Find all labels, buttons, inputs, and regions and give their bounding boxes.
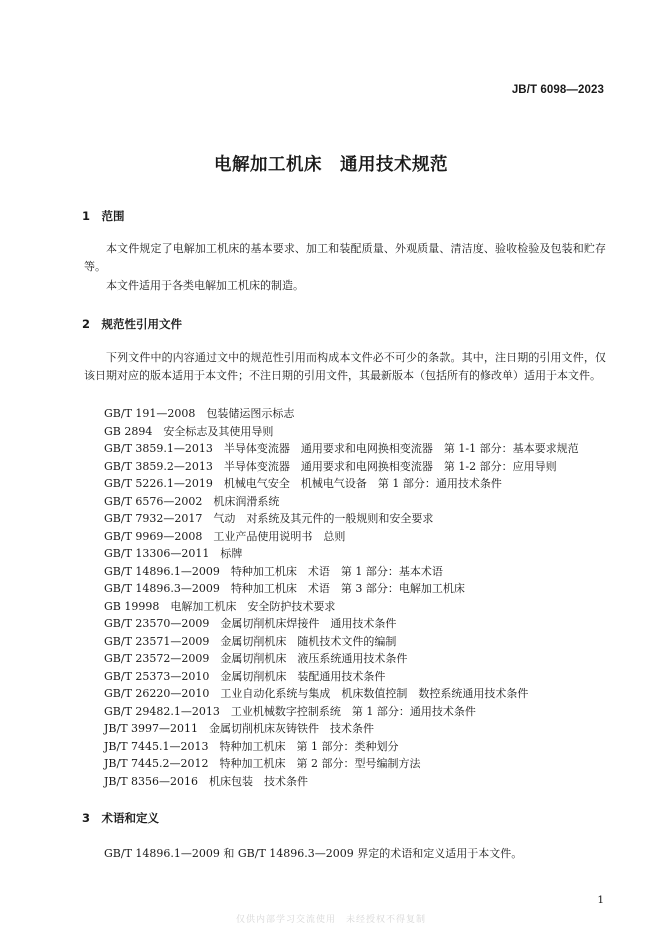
reference-item: JB/T 3997—2011 金属切削机床灰铸铁件 技术条件 <box>104 722 375 735</box>
reference-item: JB/T 7445.2—2012 特种加工机床 第 2 部分：型号编制方法 <box>104 757 421 770</box>
reference-item: GB/T 29482.1—2013 工业机械数字控制系统 第 1 部分：通用技术条件 <box>104 704 476 718</box>
reference-item: GB/T 26220—2010 工业自动化系统与集成 机床数值控制 数控系统通用技术条件 <box>104 687 529 700</box>
terms-paragraph: GB/T 14896.1—2009 和 GB/T 14896.3—2009 界定的术语和定义适用于本文件。 <box>104 847 523 860</box>
reference-list <box>104 405 579 790</box>
section-heading-terms: 3 术语和定义 <box>82 811 160 825</box>
reference-item: GB/T 23570—2009 金属切削机床焊接件 通用技术条件 <box>104 617 397 630</box>
scope-paragraph-1: 本文件规定了电解加工机床的基本要求、加工和装配质量、外观质量、清洁度、验收检验及包装和贮存等。 <box>84 242 606 273</box>
references-intro: 下列文件中的内容通过文中的规范性引用而构成本文件必不可少的条款。其中，注日期的引用文件，仅该日期对应的版本适用于本文件；不注日期的引用文件，其最新版本（包括所有的修改单）适用于本文件。 <box>84 351 606 382</box>
reference-item: GB/T 6576—2002 机床润滑系统 <box>104 494 280 508</box>
scope-paragraph-2: 本文件适用于各类电解加工机床的制造。 <box>106 279 304 292</box>
reference-item: GB/T 191—2008 包装储运图示标志 <box>104 407 295 420</box>
reference-item: GB/T 13306—2011 标牌 <box>104 547 243 560</box>
reference-item: GB 2894 安全标志及其使用导则 <box>104 424 274 438</box>
section-heading-normative-references: 2 规范性引用文件 <box>82 317 183 331</box>
reference-item: GB/T 3859.2—2013 半导体变流器 通用要求和电网换相变流器 第 1-2 部分：应用导则 <box>104 459 557 473</box>
section-heading-scope: 1 范围 <box>82 209 125 223</box>
reference-item: GB/T 23572—2009 金属切削机床 液压系统通用技术条件 <box>104 652 408 665</box>
reference-item: GB 19998 电解加工机床 安全防护技术要求 <box>104 599 336 613</box>
page-number: 1 <box>597 894 604 906</box>
reference-item: GB/T 7932—2017 气动 对系统及其元件的一般规则和安全要求 <box>104 512 434 525</box>
watermark-text: 仅供内部学习交流使用 未经授权不得复制 <box>235 915 426 925</box>
document-code: JB/T 6098—2023 <box>511 84 604 96</box>
reference-item: GB/T 5226.1—2019 机械电气安全 机械电气设备 第 1 部分：通用技术条件 <box>104 477 502 490</box>
reference-item: JB/T 8356—2016 机床包装 技术条件 <box>104 774 309 788</box>
reference-item: GB/T 3859.1—2013 半导体变流器 通用要求和电网换相变流器 第 1-1 部分：基本要求规范 <box>104 442 579 455</box>
reference-item: GB/T 25373—2010 金属切削机床 装配通用技术条件 <box>104 669 386 683</box>
page-title: 电解加工机床 通用技术规范 <box>214 155 448 175</box>
reference-item: GB/T 14896.3—2009 特种加工机床 术语 第 3 部分：电解加工机床 <box>104 582 465 595</box>
reference-item: GB/T 14896.1—2009 特种加工机床 术语 第 1 部分：基本术语 <box>104 564 443 578</box>
reference-item: GB/T 9969—2008 工业产品使用说明书 总则 <box>104 529 346 543</box>
reference-item: GB/T 23571—2009 金属切削机床 随机技术文件的编制 <box>104 634 397 648</box>
reference-item: JB/T 7445.1—2013 特种加工机床 第 1 部分：类种划分 <box>104 739 399 753</box>
